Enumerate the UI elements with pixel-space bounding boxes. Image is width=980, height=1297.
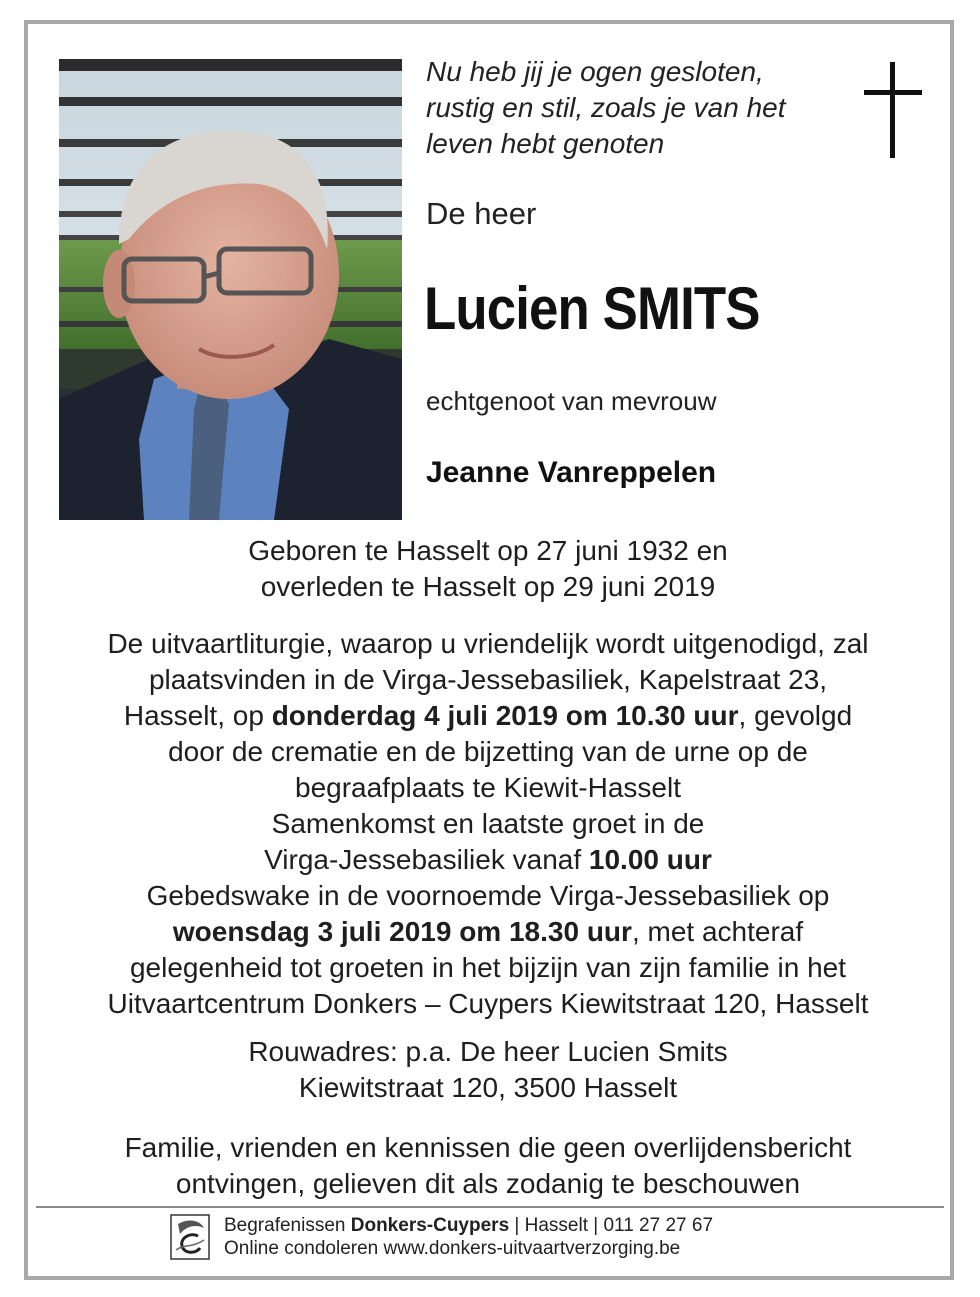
detail-line: plaatsvinden in de Virga-Jessebasiliek, Kapelstraat 23, bbox=[148, 664, 828, 695]
detail-text: , met achteraf bbox=[631, 916, 804, 947]
deceased-name: Lucien SMITS bbox=[424, 275, 760, 342]
date-line: overleden te Hasselt op 29 juni 2019 bbox=[260, 571, 716, 602]
address-line: Kiewitstraat 120, 3500 Hasselt bbox=[298, 1072, 678, 1103]
family-note bbox=[40, 1130, 936, 1202]
detail-line: Gebedswake in de voornoemde Virga-Jessebasiliek op bbox=[146, 880, 830, 911]
salutation: De heer bbox=[426, 196, 537, 231]
funeral-details bbox=[40, 626, 936, 1022]
detail-line: door de crematie en de bijzetting van de urne op de bbox=[168, 736, 808, 767]
memorial-poem bbox=[426, 54, 846, 162]
detail-text: , gevolgd bbox=[738, 700, 853, 731]
note-line: ontvingen, gelieven dit als zodanig te beschouwen bbox=[175, 1168, 801, 1199]
note-line: Familie, vrienden en kennissen die geen overlijdensbericht bbox=[124, 1132, 852, 1163]
detail-text: Virga-Jessebasiliek vanaf bbox=[264, 844, 589, 875]
vigil-datetime: woensdag 3 juli 2019 om 18.30 uur bbox=[172, 916, 632, 947]
mourning-address bbox=[40, 1034, 936, 1106]
detail-line bbox=[40, 698, 936, 734]
footer-contact: | Hasselt | 011 27 27 67 bbox=[509, 1215, 714, 1236]
relation-label: echtgenoot van mevrouw bbox=[426, 386, 717, 416]
footer-line bbox=[224, 1214, 713, 1237]
address-line: Rouwadres: p.a. De heer Lucien Smits bbox=[248, 1036, 728, 1067]
cross-icon bbox=[864, 62, 922, 158]
detail-line: Uitvaartcentrum Donkers – Cuypers Kiewitstraat 120, Hasselt bbox=[107, 988, 869, 1019]
company-name: Donkers-Cuypers bbox=[350, 1215, 510, 1236]
detail-line: gelegenheid tot groeten in het bijzijn van zijn familie in het bbox=[129, 952, 846, 983]
footer-info bbox=[224, 1214, 713, 1260]
detail-line: begraafplaats te Kiewit-Hasselt bbox=[295, 772, 681, 803]
detail-line: Samenkomst en laatste groet in de bbox=[271, 808, 705, 839]
service-datetime: donderdag 4 juli 2019 om 10.30 uur bbox=[271, 700, 739, 731]
portrait-photo bbox=[59, 59, 402, 520]
footer-text: Begrafenissen bbox=[224, 1215, 351, 1236]
spouse-name: Jeanne Vanreppelen bbox=[426, 456, 717, 489]
detail-line bbox=[40, 842, 936, 878]
gathering-time: 10.00 uur bbox=[588, 844, 712, 875]
poem-line: leven hebt genoten bbox=[426, 128, 665, 159]
detail-line: De uitvaartliturgie, waarop u vriendelijk wordt uitgenodigd, zal bbox=[107, 628, 869, 659]
poem-line: Nu heb jij je ogen gesloten, bbox=[426, 56, 764, 87]
poem-line: rustig en stil, zoals je van het bbox=[426, 92, 786, 123]
birth-death-dates bbox=[40, 533, 936, 605]
footer-divider bbox=[36, 1206, 944, 1208]
detail-text: Hasselt, op bbox=[123, 700, 272, 731]
funeral-home-logo-icon bbox=[170, 1214, 210, 1260]
date-line: Geboren te Hasselt op 27 juni 1932 en bbox=[248, 535, 728, 566]
online-condolence-line: Online condoleren www.donkers-uitvaartverzorging.be bbox=[224, 1238, 681, 1259]
detail-line bbox=[40, 914, 936, 950]
